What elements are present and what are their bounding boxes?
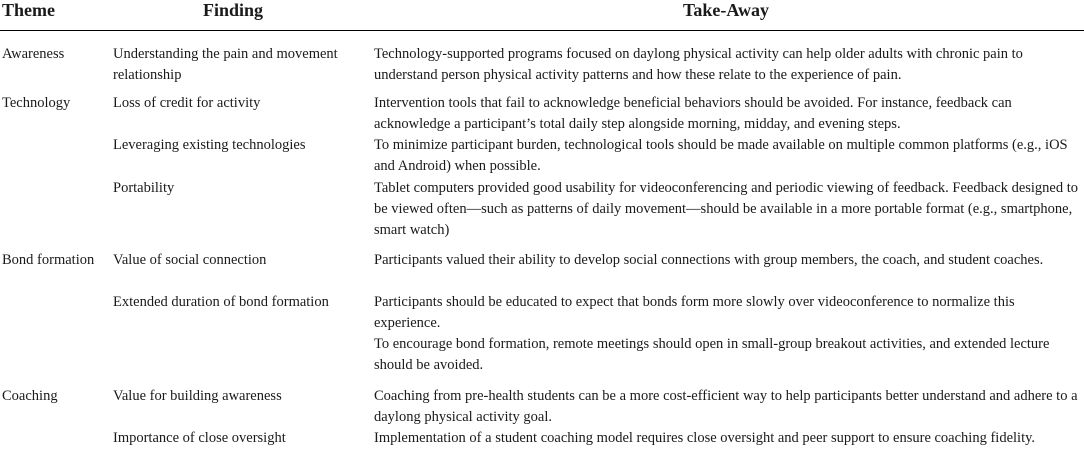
takeaway-cell: Participants valued their ability to develop social connections with group members, the coach, and student coaches. <box>374 252 1044 268</box>
finding-cell: Value for building awareness <box>113 388 282 404</box>
header-takeaway: Take-Away <box>683 0 770 20</box>
takeaway-cell-continued: To encourage bond formation, remote meetings should open in small-group breakout activities, and extended lecture should be avoided. <box>374 336 1050 373</box>
takeaway-cell: To minimize participant burden, technological tools should be made available on multiple common platforms (e.g., iOS and Android) when possible. <box>374 137 1068 174</box>
header-theme: Theme <box>2 0 55 20</box>
theme-coaching: Coaching <box>2 388 58 404</box>
finding-cell: Understanding the pain and movement relationship <box>113 46 338 83</box>
takeaway-cell: Tablet computers provided good usability for videoconferencing and periodic viewing of feedback. Feedback designed to be viewed often—such as patterns of daily movement—should be available in a more portable format (e.g., smartphone, smart watch) <box>374 180 1079 238</box>
takeaway-cell: Implementation of a student coaching model requires close oversight and peer support to ensure coaching fidelity. <box>374 430 1036 446</box>
finding-cell: Loss of credit for activity <box>113 95 261 111</box>
finding-cell: Value of social connection <box>113 252 267 268</box>
takeaway-cell: Coaching from pre-health students can be a more cost-efficient way to help participants better understand and adhere to a daylong physical activity goal. <box>374 388 1078 425</box>
header-rule <box>0 30 1084 31</box>
header-finding: Finding <box>203 0 264 20</box>
finding-cell: Extended duration of bond formation <box>113 294 329 310</box>
takeaway-cell: Intervention tools that fail to acknowledge beneficial behaviors should be avoided. For instance, feedback can acknowledge a participant’s total daily step alongside morning, midday, and evening steps. <box>374 95 1012 132</box>
theme-bond-formation: Bond formation <box>2 252 95 268</box>
takeaway-cell: Technology-supported programs focused on daylong physical activity can help older adults with chronic pain to understand person physical activity patterns and how these relate to the experience of pain. <box>374 46 1023 83</box>
takeaway-cell: Participants should be educated to expect that bonds form more slowly over videoconference to normalize this experience. <box>374 294 1015 331</box>
finding-cell: Portability <box>113 180 175 196</box>
theme-technology: Technology <box>2 95 71 111</box>
theme-awareness: Awareness <box>2 46 65 62</box>
finding-cell: Importance of close oversight <box>113 430 286 446</box>
finding-cell: Leveraging existing technologies <box>113 137 306 153</box>
